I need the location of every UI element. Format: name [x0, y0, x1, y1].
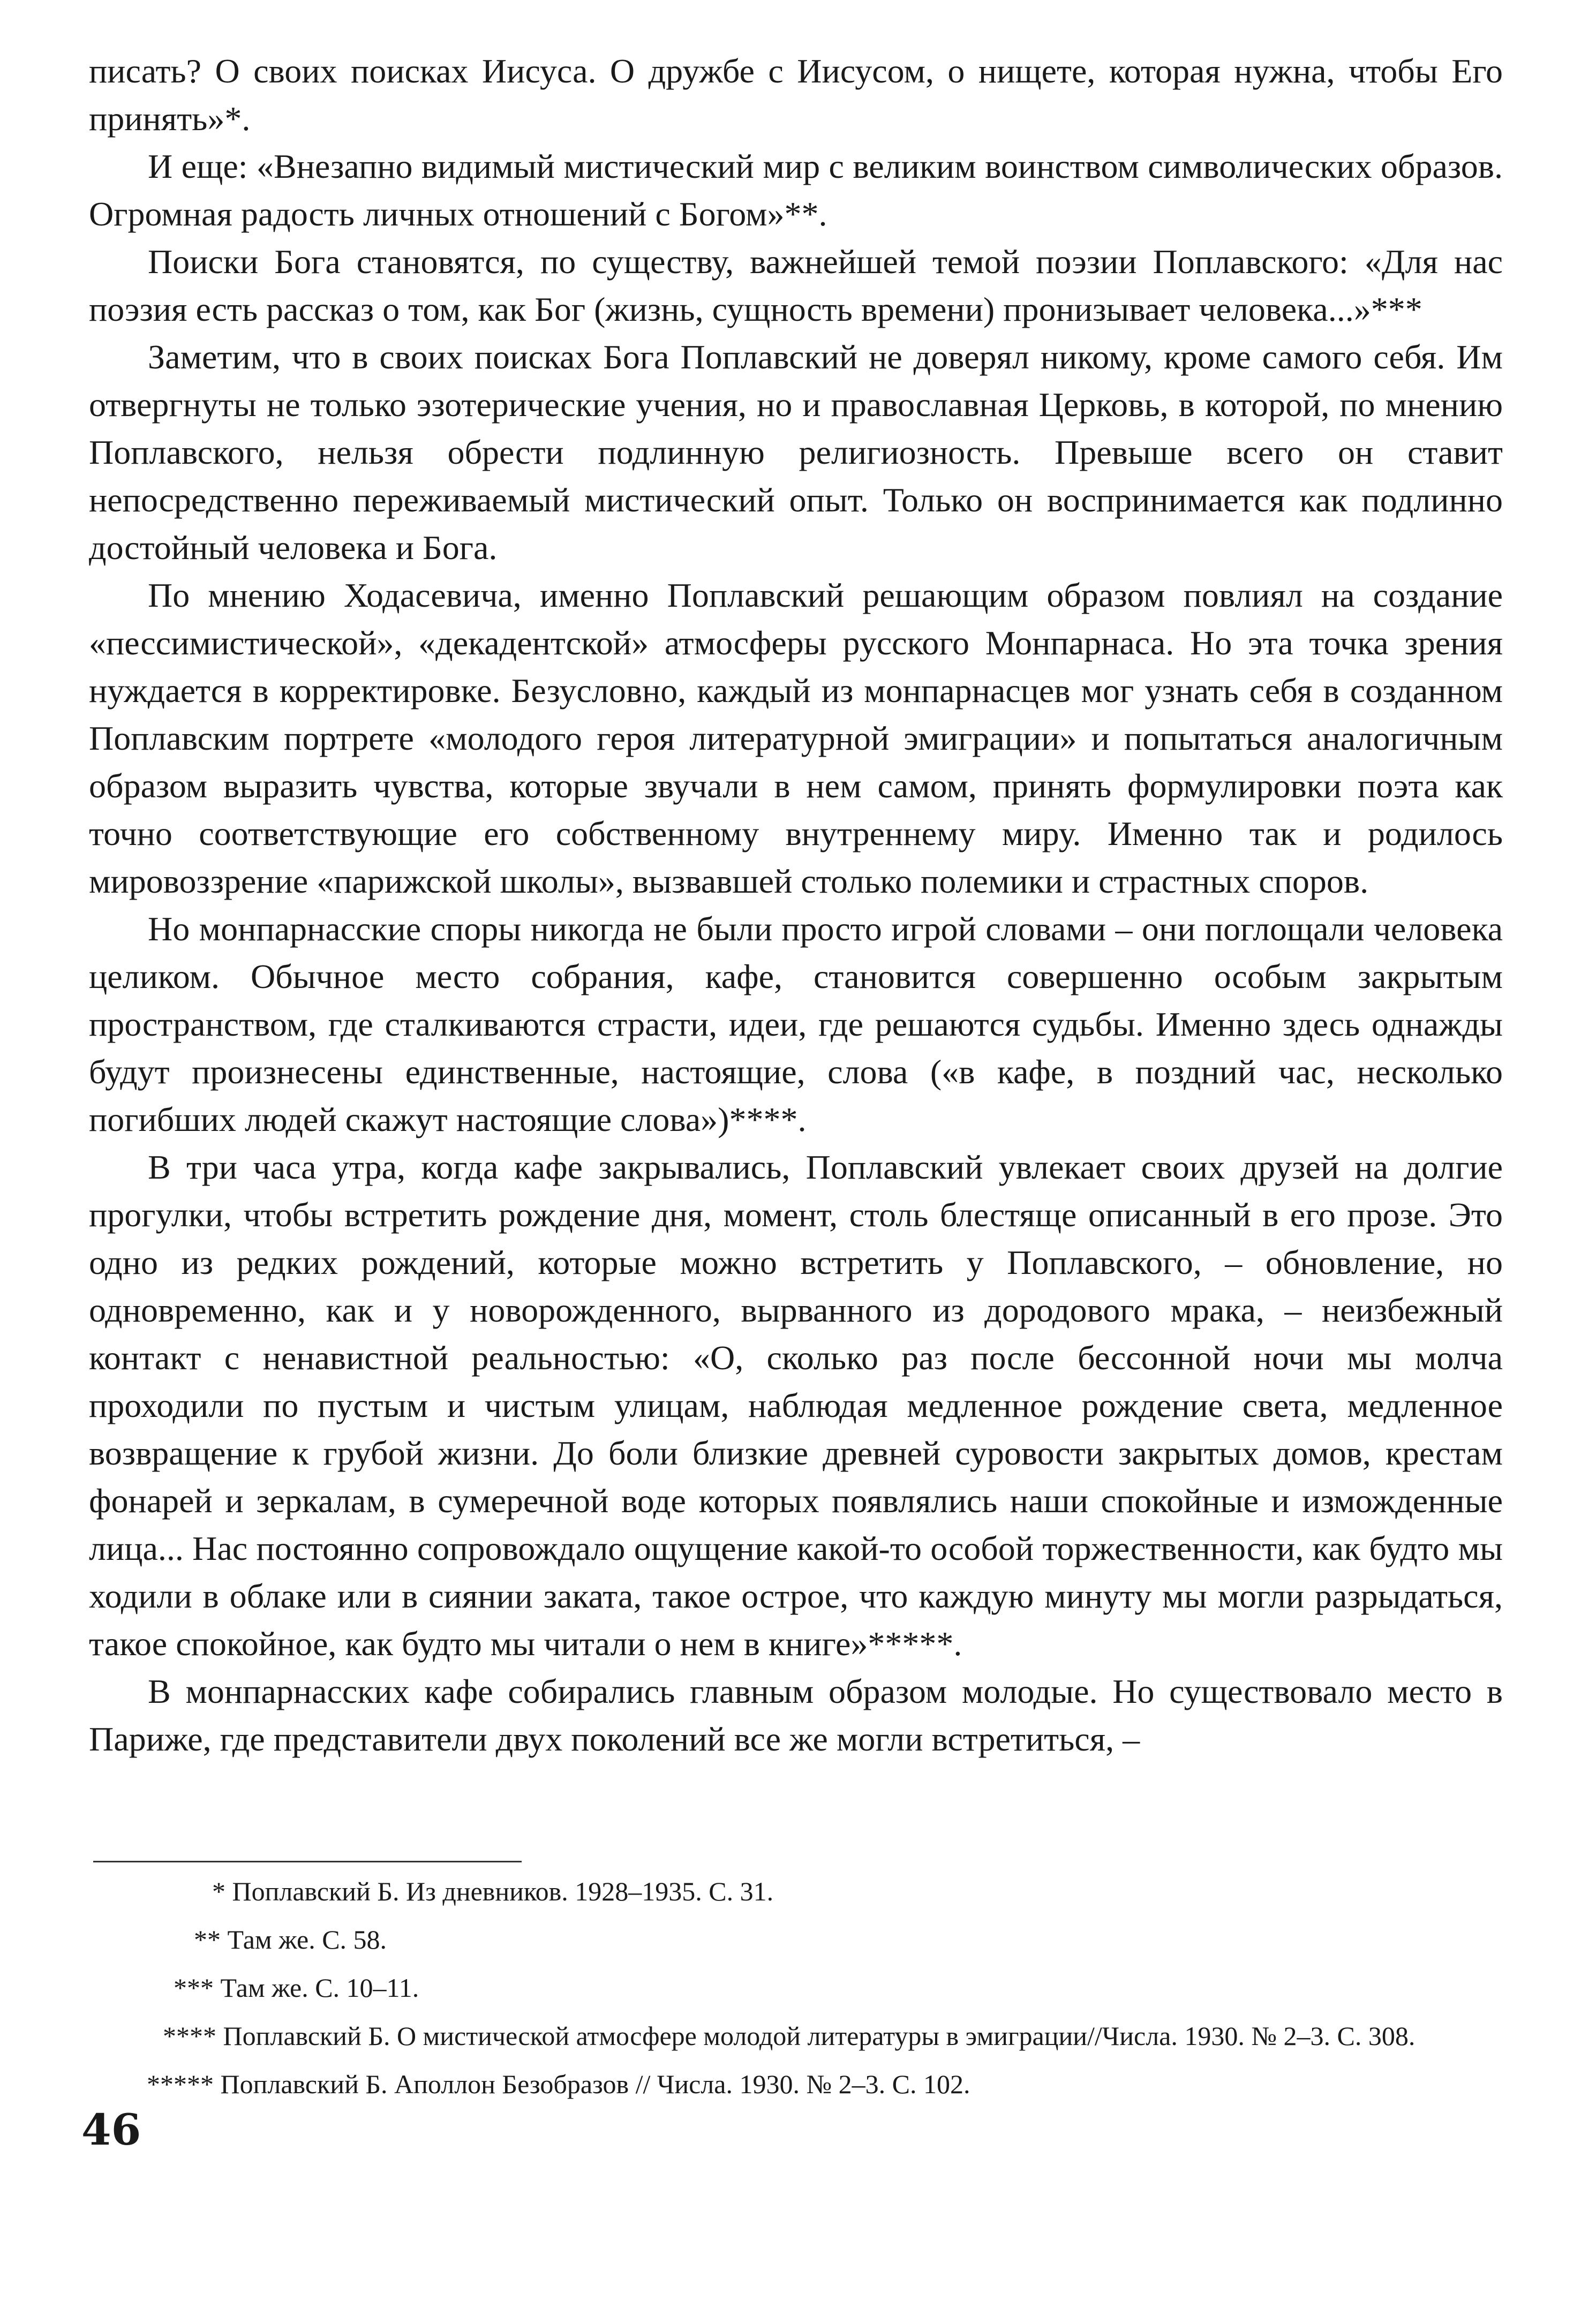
footnote-3: *** Там же. С. 10–11. — [174, 1973, 419, 2003]
page-number: 46 — [81, 2104, 141, 2155]
paragraph: И еще: «Внезапно видимый мистический мир с великим воинством символических образов. Огромная радость личных отношений с Богом»**. — [89, 147, 1503, 233]
footnotes — [93, 1872, 1502, 2112]
footnote-4: **** Поплавский Б. О мистической атмосфере молодой литературы в эмиграции//Числа. 1930. № 2–3. С. 308. — [163, 2021, 1416, 2051]
paragraph-continuation: писать? О своих поисках Иисуса. О дружбе с Иисусом, о нищете, которая нужна, чтобы Его принять»*. — [89, 52, 1503, 138]
footnote-1: * Поплавский Б. Из дневников. 1928–1935. С. 31. — [212, 1876, 774, 1906]
paragraph: По мнению Ходасевича, именно Поплавский решающим образом повлиял на создание «пессимистической», «декадентской» атмосферы русского Монпарнаса. Но эта точка зрения нуждается в корректировке. Безусловно, каждый из монпарнасцев мог узнать себя в созданном Поплавским портрете «молодого героя литературной эмиграции» и попытаться аналогичным образом выразить чувства, которые звучали в нем самом, принять формулировки поэта как точно соответствующие его собственному внутреннему миру. Именно так и родилось мировоззрение «парижской школы», вызвавшей столько полемики и страстных споров. — [89, 576, 1503, 900]
paragraph: Заметим, что в своих поисках Бога Поплавский не доверял никому, кроме самого себя. Им отвергнуты не только эзотерические учения, но и православная Церковь, в которой, по мнению Поплавского, нельзя обрести подлинную религиозность. Превыше всего он ставит непосредственно переживаемый мистический опыт. Только он воспринимается как подлинно достойный человека и Бога. — [89, 338, 1503, 567]
footnote-divider — [93, 1861, 522, 1862]
footnote-5: ***** Поплавский Б. Аполлон Безобразов // Числа. 1930. № 2–3. С. 102. — [147, 2069, 970, 2099]
paragraph: Но монпарнасские споры никогда не были просто игрой словами – они поглощали человека целиком. Обычное место собрания, кафе, становится совершенно особым закрытым пространством, где сталкиваются страсти, идеи, где решаются судьбы. Именно здесь однажды будут произнесены единственные, настоящие, слова («в кафе, в поздний час, несколько погибших людей скажут настоящие слова»)****. — [89, 910, 1503, 1138]
paragraph: В три часа утра, когда кафе закрывались, Поплавский увлекает своих друзей на долгие прогулки, чтобы встретить рождение дня, момент, столь блестяще описанный в его прозе. Это одно из редких рождений, которые можно встретить у Поплавского, – обновление, но одновременно, как и у новорожденного, вырванного из дородового мрака, – неизбежный контакт с ненавистной реальностью: «О, сколько раз после бессонной ночи мы молча проходили по пустым и чистым улицам, наблюдая медленное рождение света, медленное возвращение к грубой жизни. До боли близкие древней суровости закрытых домов, крестам фонарей и зеркалам, в сумеречной воде которых появлялись наши спокойные и изможденные лица... Нас постоянно сопровождало ощущение какой-то особой торжественности, как будто мы ходили в облаке или в сиянии заката, такое острое, что каждую минуту мы могли разрыдаться, такое спокойное, как будто мы читали о нем в книге»*****. — [89, 1148, 1503, 1663]
footnote-2: ** Там же. С. 58. — [194, 1925, 387, 1955]
paragraph: Поиски Бога становятся, по существу, важнейшей темой поэзии Поплавского: «Для нас поэзия есть рассказ о том, как Бог (жизнь, сущность времени) пронизывает человека...»*** — [89, 243, 1503, 328]
paragraph: В монпарнасских кафе собирались главным образом молодые. Но существовало место в Париже, где представители двух поколений все же могли встретиться, – — [89, 1672, 1503, 1758]
main-text — [89, 47, 1503, 1763]
